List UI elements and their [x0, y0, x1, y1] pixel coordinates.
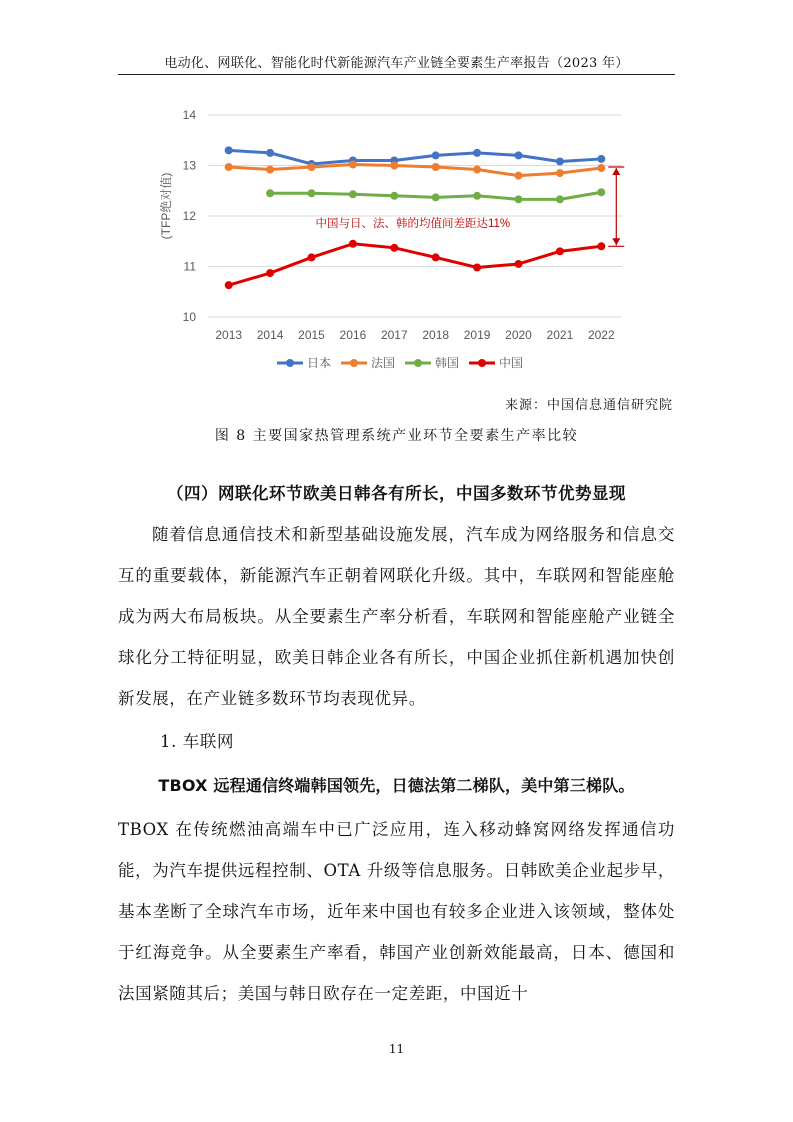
x-tick-label: 2018: [422, 328, 450, 342]
x-tick-label: 2022: [587, 328, 615, 342]
data-point: [266, 269, 274, 277]
legend-label: 韩国: [435, 356, 460, 370]
data-point: [515, 172, 523, 180]
y-tick-label: 14: [182, 108, 196, 122]
data-point: [308, 163, 316, 171]
data-point: [390, 162, 398, 170]
page-number: 11: [388, 1042, 405, 1056]
x-tick-label: 2014: [256, 328, 284, 342]
data-point: [515, 260, 523, 268]
data-point: [349, 240, 357, 248]
x-tick-label: 2020: [505, 328, 532, 342]
data-point: [225, 163, 233, 171]
legend-marker-1: [350, 359, 358, 367]
y-tick-label: 13: [182, 158, 196, 173]
x-tick-label: 2016: [339, 328, 367, 342]
y-tick-label: 11: [183, 259, 196, 274]
data-point: [225, 146, 233, 154]
x-tick-label: 2021: [546, 328, 574, 342]
legend-label: 法国: [371, 356, 396, 370]
data-point: [390, 244, 398, 252]
y-axis-label: (TFP绝对值): [159, 172, 173, 240]
data-point: [556, 247, 564, 255]
chart-annotation: 中国与日、法、韩的均值间差距达11%: [315, 218, 511, 231]
data-point: [432, 193, 440, 201]
data-point: [308, 253, 316, 261]
data-point: [473, 264, 481, 272]
data-point: [556, 195, 564, 203]
data-point: [473, 149, 481, 157]
section-title: （四）网联化环节欧美日韩各有所长，中国多数环节优势显现: [167, 484, 626, 503]
page-header: 电动化、网联化、智能化时代新能源汽车产业链全要素生产率报告（2023 年）: [164, 56, 629, 71]
tfp-line-chart: [150, 100, 640, 385]
data-point: [225, 281, 233, 289]
y-tick-label: 12: [182, 209, 196, 223]
annotation-arrow-up: [612, 168, 620, 175]
lead-sentence: TBOX 远程通信终端韩国领先，日德法第二梯队，美中第三梯队。: [158, 776, 635, 795]
data-point: [432, 253, 440, 261]
data-point: [266, 166, 274, 174]
subsection-heading: 1. 车联网: [160, 732, 235, 751]
legend-marker-3: [478, 359, 486, 367]
legend-label: 日本: [307, 356, 332, 370]
data-point: [556, 169, 564, 177]
header-rule: [118, 74, 675, 75]
data-point: [597, 188, 605, 196]
data-point: [432, 163, 440, 171]
data-point: [515, 151, 523, 159]
x-tick-label: 2019: [463, 328, 491, 342]
data-point: [515, 195, 523, 203]
data-point: [597, 155, 605, 163]
data-point: [556, 157, 564, 165]
data-point: [432, 151, 440, 159]
x-tick-label: 2015: [298, 328, 325, 342]
x-tick-label: 2017: [380, 328, 408, 342]
data-point: [266, 149, 274, 157]
data-point: [597, 242, 605, 250]
chart-source: 来源：中国信息通信研究院: [504, 398, 673, 413]
series-line-3: [229, 244, 602, 285]
legend-label: 中国: [499, 356, 524, 370]
annotation-arrow-down: [612, 238, 620, 245]
figure-caption: 图 8 主要国家热管理系统产业环节全要素生产率比较: [214, 428, 579, 444]
data-point: [473, 166, 481, 174]
data-point: [597, 164, 605, 172]
body-paragraph-1: 随着信息通信技术和新型基础设施发展，汽车成为网络服务和信息交互的重要载体，新能源汽车正朝着网联化升级。其中，车联网和智能座舱成为两大布局板块。从全要素生产率分析看，车联网和智能座舱产业链全球化分工特征明显，欧美日韩企业各有所长，中国企业抓住新机遇加快创新发展，在产业链多数环节均表现优异。: [118, 525, 675, 708]
legend-marker-2: [414, 359, 422, 367]
data-point: [349, 160, 357, 168]
y-tick-label: 10: [182, 310, 196, 324]
legend-marker-0: [286, 359, 294, 367]
data-point: [349, 190, 357, 198]
series-line-1: [229, 164, 602, 175]
body-paragraph-2: TBOX 在传统燃油高端车中已广泛应用，连入移动蜂窝网络发挥通信功能，为汽车提供远程控制、OTA 升级等信息服务。日韩欧美企业起步早，基本垄断了全球汽车市场，近年来中国也有较多企业进入该领域，整体处于红海竞争。从全要素生产率看，韩国产业创新效能最高，日本、德国和法国紧随其后；美国与韩日欧存在一定差距，中国近十: [118, 820, 675, 1003]
data-point: [473, 192, 481, 200]
series-line-0: [229, 150, 602, 164]
data-point: [266, 189, 274, 197]
x-tick-label: 2013: [215, 328, 243, 342]
data-point: [390, 192, 398, 200]
data-point: [308, 189, 316, 197]
